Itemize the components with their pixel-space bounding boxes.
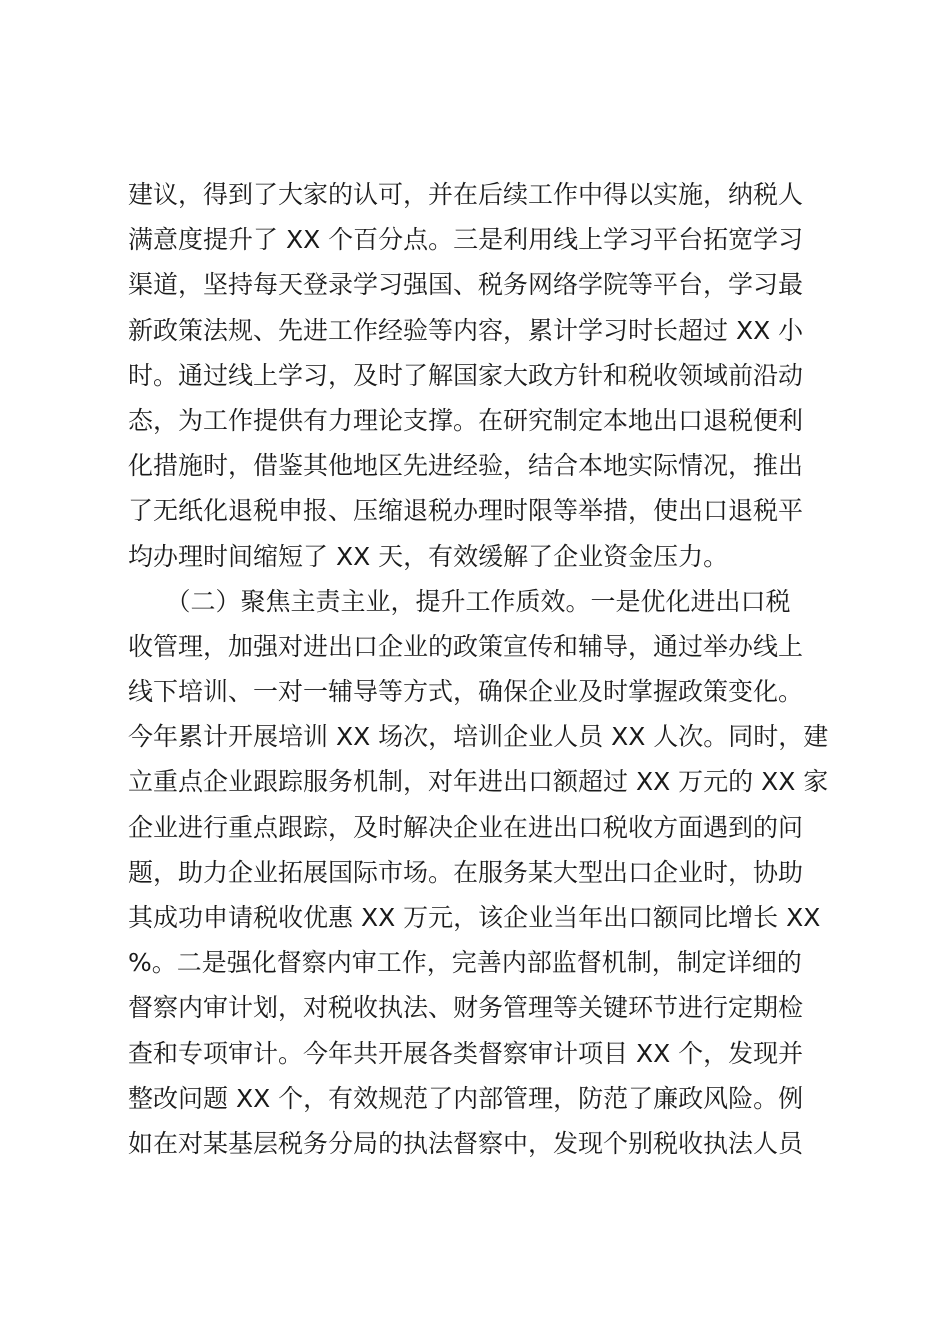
text-line-1: 建议，得到了大家的认可，并在后续工作中得以实施，纳税人 <box>128 180 804 209</box>
text-line-6: 态，为工作提供有力理论支撑。在研究制定本地出口退税便利 <box>128 405 804 435</box>
body-text <box>128 172 838 1166</box>
text-line-21: 整改问题 XX 个，有效规范了内部管理，防范了廉政风险。例 <box>128 1083 804 1113</box>
text-line-15: 企业进行重点跟踪，及时解决企业在进出口税收方面遇到的问 <box>128 812 804 842</box>
text-line-4: 新政策法规、先进工作经验等内容，累计学习时长超过 XX 小 <box>128 315 804 345</box>
text-line-19: 督察内审计划，对税收执法、财务管理等关键环节进行定期检 <box>128 993 804 1023</box>
text-line-2: 满意度提升了 XX 个百分点。三是利用线上学习平台拓宽学习 <box>128 225 804 255</box>
text-line-5: 时。通过线上学习，及时了解国家大政方针和税收领域前沿动 <box>128 360 804 390</box>
text-line-11: 收管理，加强对进出口企业的政策宣传和辅导，通过举办线上 <box>128 631 804 661</box>
text-line-3: 渠道，坚持每天登录学习强国、税务网络学院等平台，学习最 <box>128 270 804 300</box>
section-heading-line: （二）聚焦主责主业，提升工作质效。一是优化进出口税 <box>128 586 791 616</box>
text-line-20: 查和专项审计。今年共开展各类督察审计项目 XX 个，发现并 <box>128 1038 804 1068</box>
text-line-12: 线下培训、一对一辅导等方式，确保企业及时掌握政策变化。 <box>128 677 804 707</box>
text-line-13: 今年累计开展培训 XX 场次，培训企业人员 XX 人次。同时，建 <box>128 722 829 752</box>
text-line-8: 了无纸化退税申报、压缩退税办理时限等举措，使出口退税平 <box>128 496 804 526</box>
text-line-7: 化措施时，借鉴其他地区先进经验，结合本地实际情况，推出 <box>128 451 804 481</box>
text-line-14: 立重点企业跟踪服务机制，对年进出口额超过 XX 万元的 XX 家 <box>128 767 829 797</box>
text-line-18: %。二是强化督察内审工作，完善内部监督机制，制定详细的 <box>128 948 802 978</box>
text-line-22: 如在对某基层税务分局的执法督察中，发现个别税收执法人员 <box>128 1128 804 1158</box>
text-line-16: 题，助力企业拓展国际市场。在服务某大型出口企业时，协助 <box>128 857 804 887</box>
text-line-9: 均办理时间缩短了 XX 天，有效缓解了企业资金压力。 <box>128 541 729 571</box>
text-line-17: 其成功申请税收优惠 XX 万元，该企业当年出口额同比增长 XX <box>128 903 821 932</box>
